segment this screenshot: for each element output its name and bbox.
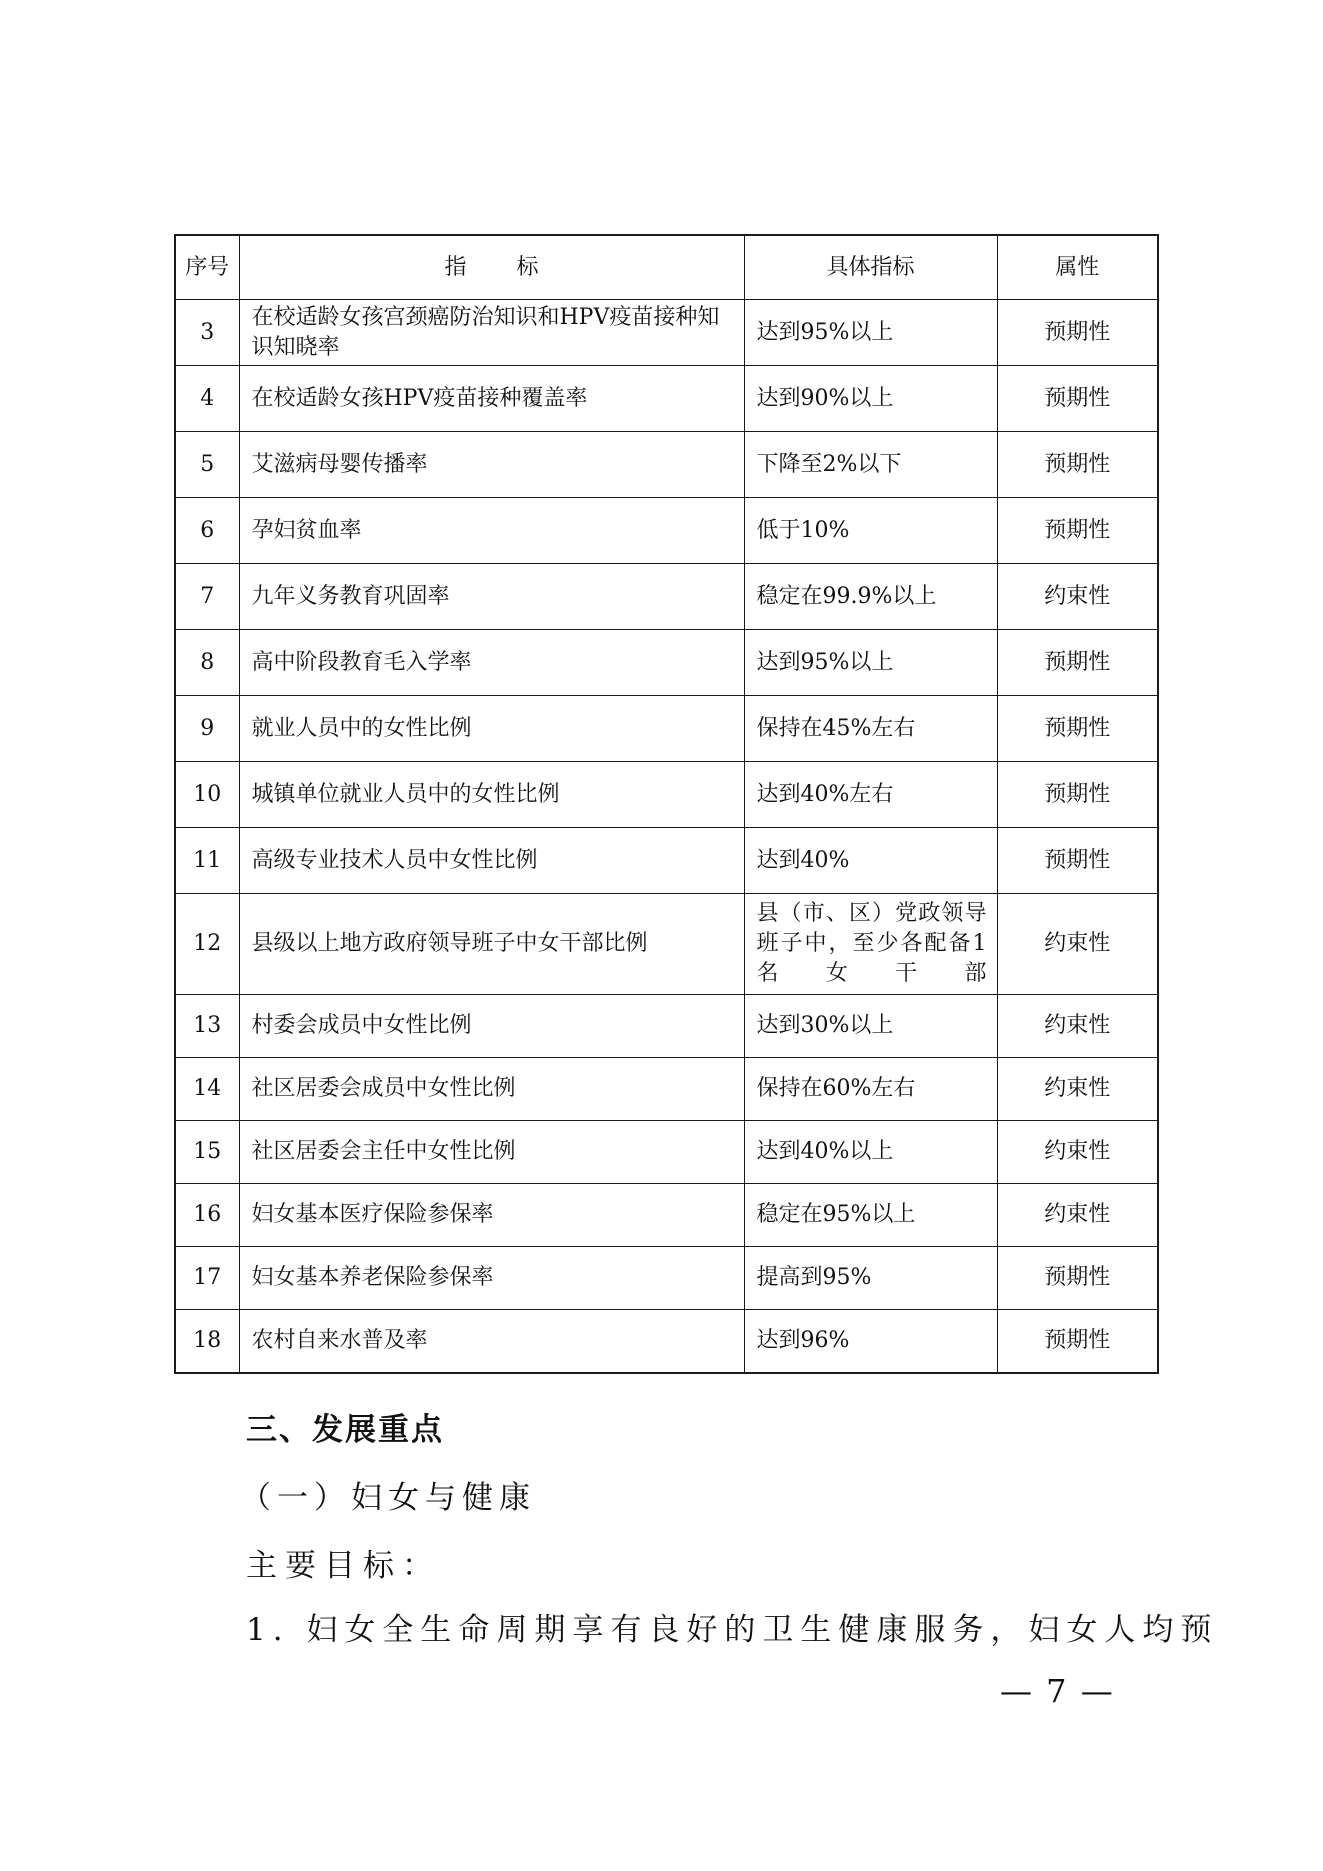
- row-target: 保持在45%左右: [744, 696, 997, 762]
- row-target: 达到40%左右: [744, 762, 997, 828]
- row-target: 提高到95%: [744, 1247, 997, 1310]
- row-attr: 预期性: [997, 828, 1158, 894]
- table-row: [175, 894, 1158, 995]
- table-row: [175, 828, 1158, 894]
- subsection-heading: （一）妇女与健康: [240, 1480, 536, 1516]
- goals-label: 主要目标：: [246, 1548, 441, 1584]
- table-row: [175, 762, 1158, 828]
- row-target: 达到90%以上: [744, 366, 997, 432]
- row-attr: 预期性: [997, 300, 1158, 366]
- row-indicator: 社区居委会成员中女性比例: [239, 1058, 744, 1121]
- row-target: 保持在60%左右: [744, 1058, 997, 1121]
- table-row: [175, 366, 1158, 432]
- table-row: [175, 1247, 1158, 1310]
- row-indicator: 妇女基本医疗保险参保率: [239, 1184, 744, 1247]
- table-header-row: [175, 235, 1158, 300]
- table-row: [175, 1310, 1158, 1373]
- row-indicator: 村委会成员中女性比例: [239, 995, 744, 1058]
- header-num: 序号: [175, 235, 239, 300]
- row-num: 3: [175, 300, 239, 366]
- row-attr: 预期性: [997, 498, 1158, 564]
- row-attr: 约束性: [997, 564, 1158, 630]
- row-num: 7: [175, 564, 239, 630]
- row-attr: 预期性: [997, 1247, 1158, 1310]
- row-target: 稳定在99.9%以上: [744, 564, 997, 630]
- table-row: [175, 564, 1158, 630]
- row-indicator: 就业人员中的女性比例: [239, 696, 744, 762]
- row-attr: 约束性: [997, 894, 1158, 995]
- row-attr: 约束性: [997, 995, 1158, 1058]
- row-target: 下降至2%以下: [744, 432, 997, 498]
- row-num: 8: [175, 630, 239, 696]
- row-target: 达到40%以上: [744, 1121, 997, 1184]
- row-attr: 预期性: [997, 366, 1158, 432]
- row-target: 县（市、区）党政领导班子中，至少各配备1名女干部: [744, 894, 997, 995]
- row-num: 4: [175, 366, 239, 432]
- row-attr: 预期性: [997, 630, 1158, 696]
- row-num: 14: [175, 1058, 239, 1121]
- row-target: 达到95%以上: [744, 300, 997, 366]
- row-attr: 约束性: [997, 1184, 1158, 1247]
- section-heading: 三、发展重点: [246, 1412, 444, 1448]
- row-attr: 预期性: [997, 696, 1158, 762]
- row-indicator: 县级以上地方政府领导班子中女干部比例: [239, 894, 744, 995]
- row-indicator: 农村自来水普及率: [239, 1310, 744, 1373]
- row-indicator: 高中阶段教育毛入学率: [239, 630, 744, 696]
- row-indicator: 在校适龄女孩宫颈癌防治知识和HPV疫苗接种知识知晓率: [239, 300, 744, 366]
- table-row: [175, 300, 1158, 366]
- row-target: 达到95%以上: [744, 630, 997, 696]
- row-indicator: 孕妇贫血率: [239, 498, 744, 564]
- row-indicator: 社区居委会主任中女性比例: [239, 1121, 744, 1184]
- row-num: 13: [175, 995, 239, 1058]
- row-num: 17: [175, 1247, 239, 1310]
- row-indicator: 九年义务教育巩固率: [239, 564, 744, 630]
- table-row: [175, 432, 1158, 498]
- row-num: 11: [175, 828, 239, 894]
- row-target: 稳定在95%以上: [744, 1184, 997, 1247]
- table-row: [175, 1184, 1158, 1247]
- row-attr: 约束性: [997, 1121, 1158, 1184]
- table-row: [175, 1121, 1158, 1184]
- header-indicator-label: 指标: [444, 254, 589, 280]
- row-num: 6: [175, 498, 239, 564]
- row-target: 达到30%以上: [744, 995, 997, 1058]
- row-attr: 预期性: [997, 762, 1158, 828]
- row-indicator: 城镇单位就业人员中的女性比例: [239, 762, 744, 828]
- paragraph-start: 1. 妇女全生命周期享有良好的卫生健康服务，妇女人均预: [246, 1612, 1219, 1648]
- row-attr: 约束性: [997, 1058, 1158, 1121]
- header-target: 具体指标: [744, 235, 997, 300]
- table-row: [175, 696, 1158, 762]
- row-num: 10: [175, 762, 239, 828]
- row-indicator: 妇女基本养老保险参保率: [239, 1247, 744, 1310]
- indicator-table: [174, 234, 1159, 1374]
- row-indicator: 艾滋病母婴传播率: [239, 432, 744, 498]
- row-num: 18: [175, 1310, 239, 1373]
- row-num: 16: [175, 1184, 239, 1247]
- table-row: [175, 498, 1158, 564]
- row-num: 15: [175, 1121, 239, 1184]
- header-indicator: [239, 235, 744, 300]
- row-num: 12: [175, 894, 239, 995]
- page-number: — 7 —: [1000, 1672, 1115, 1710]
- table-row: [175, 630, 1158, 696]
- row-attr: 预期性: [997, 432, 1158, 498]
- table-row: [175, 1058, 1158, 1121]
- row-indicator: 在校适龄女孩HPV疫苗接种覆盖率: [239, 366, 744, 432]
- row-num: 5: [175, 432, 239, 498]
- row-indicator: 高级专业技术人员中女性比例: [239, 828, 744, 894]
- header-attr: 属性: [997, 235, 1158, 300]
- row-target: 达到40%: [744, 828, 997, 894]
- row-attr: 预期性: [997, 1310, 1158, 1373]
- row-target: 低于10%: [744, 498, 997, 564]
- row-num: 9: [175, 696, 239, 762]
- row-target: 达到96%: [744, 1310, 997, 1373]
- table-row: [175, 995, 1158, 1058]
